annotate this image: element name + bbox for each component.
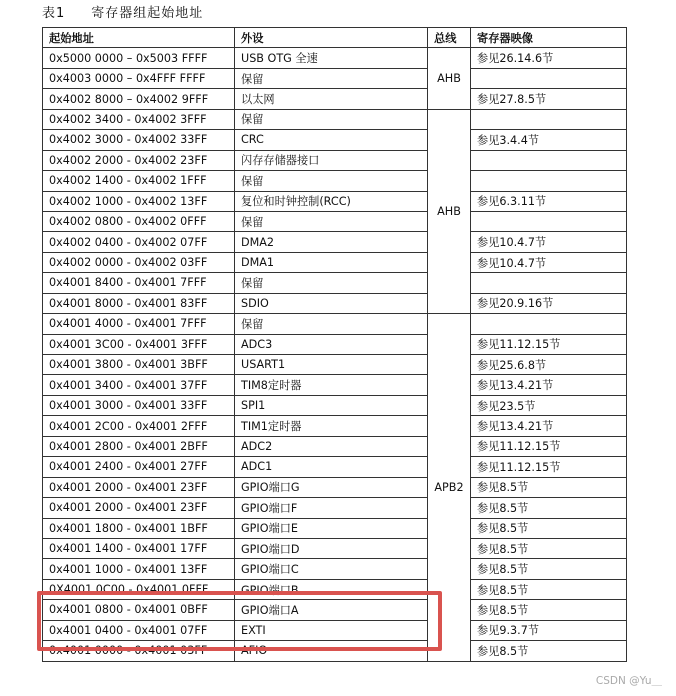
address-cell: 0x4001 0400 - 0x4001 07FF <box>43 620 235 640</box>
mapping-cell: 参见10.4.7节 <box>471 232 627 252</box>
mapping-cell <box>471 314 627 334</box>
peripheral-cell: ADC2 <box>235 436 428 456</box>
address-cell: 0x4001 2400 - 0x4001 27FF <box>43 457 235 477</box>
peripheral-cell: GPIO端口D <box>235 538 428 558</box>
address-cell: 0x4002 0800 - 0x4002 0FFF <box>43 211 235 231</box>
table-row <box>43 457 627 477</box>
peripheral-cell: USB OTG 全速 <box>235 48 428 68</box>
mapping-cell <box>471 171 627 191</box>
address-cell: 0x4001 2800 - 0x4001 2BFF <box>43 436 235 456</box>
address-cell: 0x4001 3800 - 0x4001 3BFF <box>43 355 235 375</box>
mapping-cell: 参见11.12.15节 <box>471 457 627 477</box>
mapping-cell: 参见8.5节 <box>471 559 627 579</box>
table-caption <box>42 4 203 24</box>
peripheral-cell: EXTI <box>235 620 428 640</box>
address-cell: 0x4002 0000 - 0x4002 03FF <box>43 252 235 272</box>
watermark: CSDN @Yu＿ <box>595 675 662 687</box>
mapping-cell: 参见3.4.4节 <box>471 130 627 150</box>
mapping-cell: 参见8.5节 <box>471 600 627 620</box>
address-cell: 0X4001 0C00 - 0x4001 0FFF <box>43 579 235 599</box>
peripheral-cell: 保留 <box>235 211 428 231</box>
table-row <box>43 171 627 191</box>
address-cell: 0x4001 2000 - 0x4001 23FF <box>43 477 235 497</box>
peripheral-cell: SPI1 <box>235 395 428 415</box>
mapping-cell: 参见20.9.16节 <box>471 293 627 313</box>
table-row <box>43 252 627 272</box>
address-cell: 0x4001 0800 - 0x4001 0BFF <box>43 600 235 620</box>
peripheral-cell: GPIO端口B <box>235 579 428 599</box>
peripheral-cell: USART1 <box>235 355 428 375</box>
table-row <box>43 68 627 88</box>
table-row <box>43 314 627 334</box>
address-cell: 0x4001 1800 - 0x4001 1BFF <box>43 518 235 538</box>
peripheral-cell: GPIO端口E <box>235 518 428 538</box>
mapping-cell: 参见11.12.15节 <box>471 436 627 456</box>
table-row <box>43 211 627 231</box>
table-row <box>43 273 627 293</box>
bus-cell: APB2 <box>428 314 471 661</box>
table-header-row <box>43 28 627 48</box>
table-row <box>43 232 627 252</box>
table-row <box>43 477 627 497</box>
peripheral-cell: TIM1定时器 <box>235 416 428 436</box>
mapping-cell: 参见8.5节 <box>471 641 627 661</box>
address-cell: 0x4001 1000 - 0x4001 13FF <box>43 559 235 579</box>
address-cell: 0x4001 4000 - 0x4001 7FFF <box>43 314 235 334</box>
table-row <box>43 538 627 558</box>
mapping-cell <box>471 273 627 293</box>
peripheral-cell: 保留 <box>235 68 428 88</box>
address-cell: 0x4002 2000 - 0x4002 23FF <box>43 150 235 170</box>
mapping-cell: 参见8.5节 <box>471 538 627 558</box>
peripheral-cell: 以太网 <box>235 89 428 109</box>
table-row <box>43 48 627 68</box>
mapping-cell: 参见10.4.7节 <box>471 252 627 272</box>
address-cell: 0x4002 3400 - 0x4002 3FFF <box>43 109 235 129</box>
peripheral-cell: 复位和时钟控制(RCC) <box>235 191 428 211</box>
address-cell: 0x4001 8000 - 0x4001 83FF <box>43 293 235 313</box>
mapping-cell: 参见25.6.8节 <box>471 355 627 375</box>
address-cell: 0x4001 8400 - 0x4001 7FFF <box>43 273 235 293</box>
table-row <box>43 355 627 375</box>
mapping-cell <box>471 211 627 231</box>
address-cell: 0x4003 0000 – 0x4FFF FFFF <box>43 68 235 88</box>
peripheral-cell: GPIO端口A <box>235 600 428 620</box>
mapping-cell: 参见6.3.11节 <box>471 191 627 211</box>
address-cell: 0x4001 2C00 - 0x4001 2FFF <box>43 416 235 436</box>
table-row <box>43 559 627 579</box>
mapping-cell: 参见26.14.6节 <box>471 48 627 68</box>
mapping-cell: 参见13.4.21节 <box>471 375 627 395</box>
address-cell: 0x4002 0400 - 0x4002 07FF <box>43 232 235 252</box>
table-row <box>43 293 627 313</box>
address-cell: 0x4001 3400 - 0x4001 37FF <box>43 375 235 395</box>
table-row <box>43 334 627 354</box>
header-peripheral: 外设 <box>235 28 428 48</box>
mapping-cell: 参见23.5节 <box>471 395 627 415</box>
address-cell: 0x4002 3000 - 0x4002 33FF <box>43 130 235 150</box>
peripheral-cell: 保留 <box>235 314 428 334</box>
mapping-cell: 参见11.12.15节 <box>471 334 627 354</box>
address-cell: 0x4001 3C00 - 0x4001 3FFF <box>43 334 235 354</box>
header-address: 起始地址 <box>43 28 235 48</box>
table-row <box>43 395 627 415</box>
address-cell: 0x4001 2000 - 0x4001 23FF <box>43 498 235 518</box>
peripheral-cell: 保留 <box>235 171 428 191</box>
peripheral-cell: ADC1 <box>235 457 428 477</box>
peripheral-cell: AFIO <box>235 641 428 661</box>
mapping-cell <box>471 68 627 88</box>
mapping-cell: 参见8.5节 <box>471 579 627 599</box>
table-number: 表1 <box>42 6 66 21</box>
header-bus: 总线 <box>428 28 471 48</box>
peripheral-cell: CRC <box>235 130 428 150</box>
peripheral-cell: DMA2 <box>235 232 428 252</box>
address-cell: 0x4002 1000 - 0x4002 13FF <box>43 191 235 211</box>
mapping-cell: 参见8.5节 <box>471 518 627 538</box>
peripheral-cell: 保留 <box>235 273 428 293</box>
table-row <box>43 416 627 436</box>
table-row <box>43 191 627 211</box>
table-row <box>43 498 627 518</box>
peripheral-cell: GPIO端口G <box>235 477 428 497</box>
bus-cell: AHB <box>428 48 471 109</box>
peripheral-cell: GPIO端口F <box>235 498 428 518</box>
mapping-cell: 参见27.8.5节 <box>471 89 627 109</box>
table-row <box>43 109 627 129</box>
table-row <box>43 641 627 661</box>
peripheral-cell: TIM8定时器 <box>235 375 428 395</box>
mapping-cell: 参见8.5节 <box>471 477 627 497</box>
table-row <box>43 130 627 150</box>
mapping-cell: 参见13.4.21节 <box>471 416 627 436</box>
table-row <box>43 620 627 640</box>
table-row <box>43 600 627 620</box>
table-row <box>43 89 627 109</box>
address-cell: 0x4001 0000 - 0x4001 03FF <box>43 641 235 661</box>
mapping-cell <box>471 109 627 129</box>
register-address-table <box>42 27 627 662</box>
peripheral-cell: 保留 <box>235 109 428 129</box>
address-cell: 0x4001 1400 - 0x4001 17FF <box>43 538 235 558</box>
mapping-cell: 参见9.3.7节 <box>471 620 627 640</box>
table-row <box>43 518 627 538</box>
table-row <box>43 436 627 456</box>
table-row <box>43 150 627 170</box>
address-cell: 0x5000 0000 – 0x5003 FFFF <box>43 48 235 68</box>
address-cell: 0x4002 1400 - 0x4002 1FFF <box>43 171 235 191</box>
address-cell: 0x4001 3000 - 0x4001 33FF <box>43 395 235 415</box>
mapping-cell: 参见8.5节 <box>471 498 627 518</box>
mapping-cell <box>471 150 627 170</box>
peripheral-cell: ADC3 <box>235 334 428 354</box>
header-mapping: 寄存器映像 <box>471 28 627 48</box>
table-row <box>43 579 627 599</box>
address-cell: 0x4002 8000 – 0x4002 9FFF <box>43 89 235 109</box>
peripheral-cell: SDIO <box>235 293 428 313</box>
peripheral-cell: DMA1 <box>235 252 428 272</box>
peripheral-cell: 闪存存储器接口 <box>235 150 428 170</box>
table-title: 寄存器组起始地址 <box>91 6 204 21</box>
peripheral-cell: GPIO端口C <box>235 559 428 579</box>
table-row <box>43 375 627 395</box>
bus-cell: AHB <box>428 109 471 313</box>
